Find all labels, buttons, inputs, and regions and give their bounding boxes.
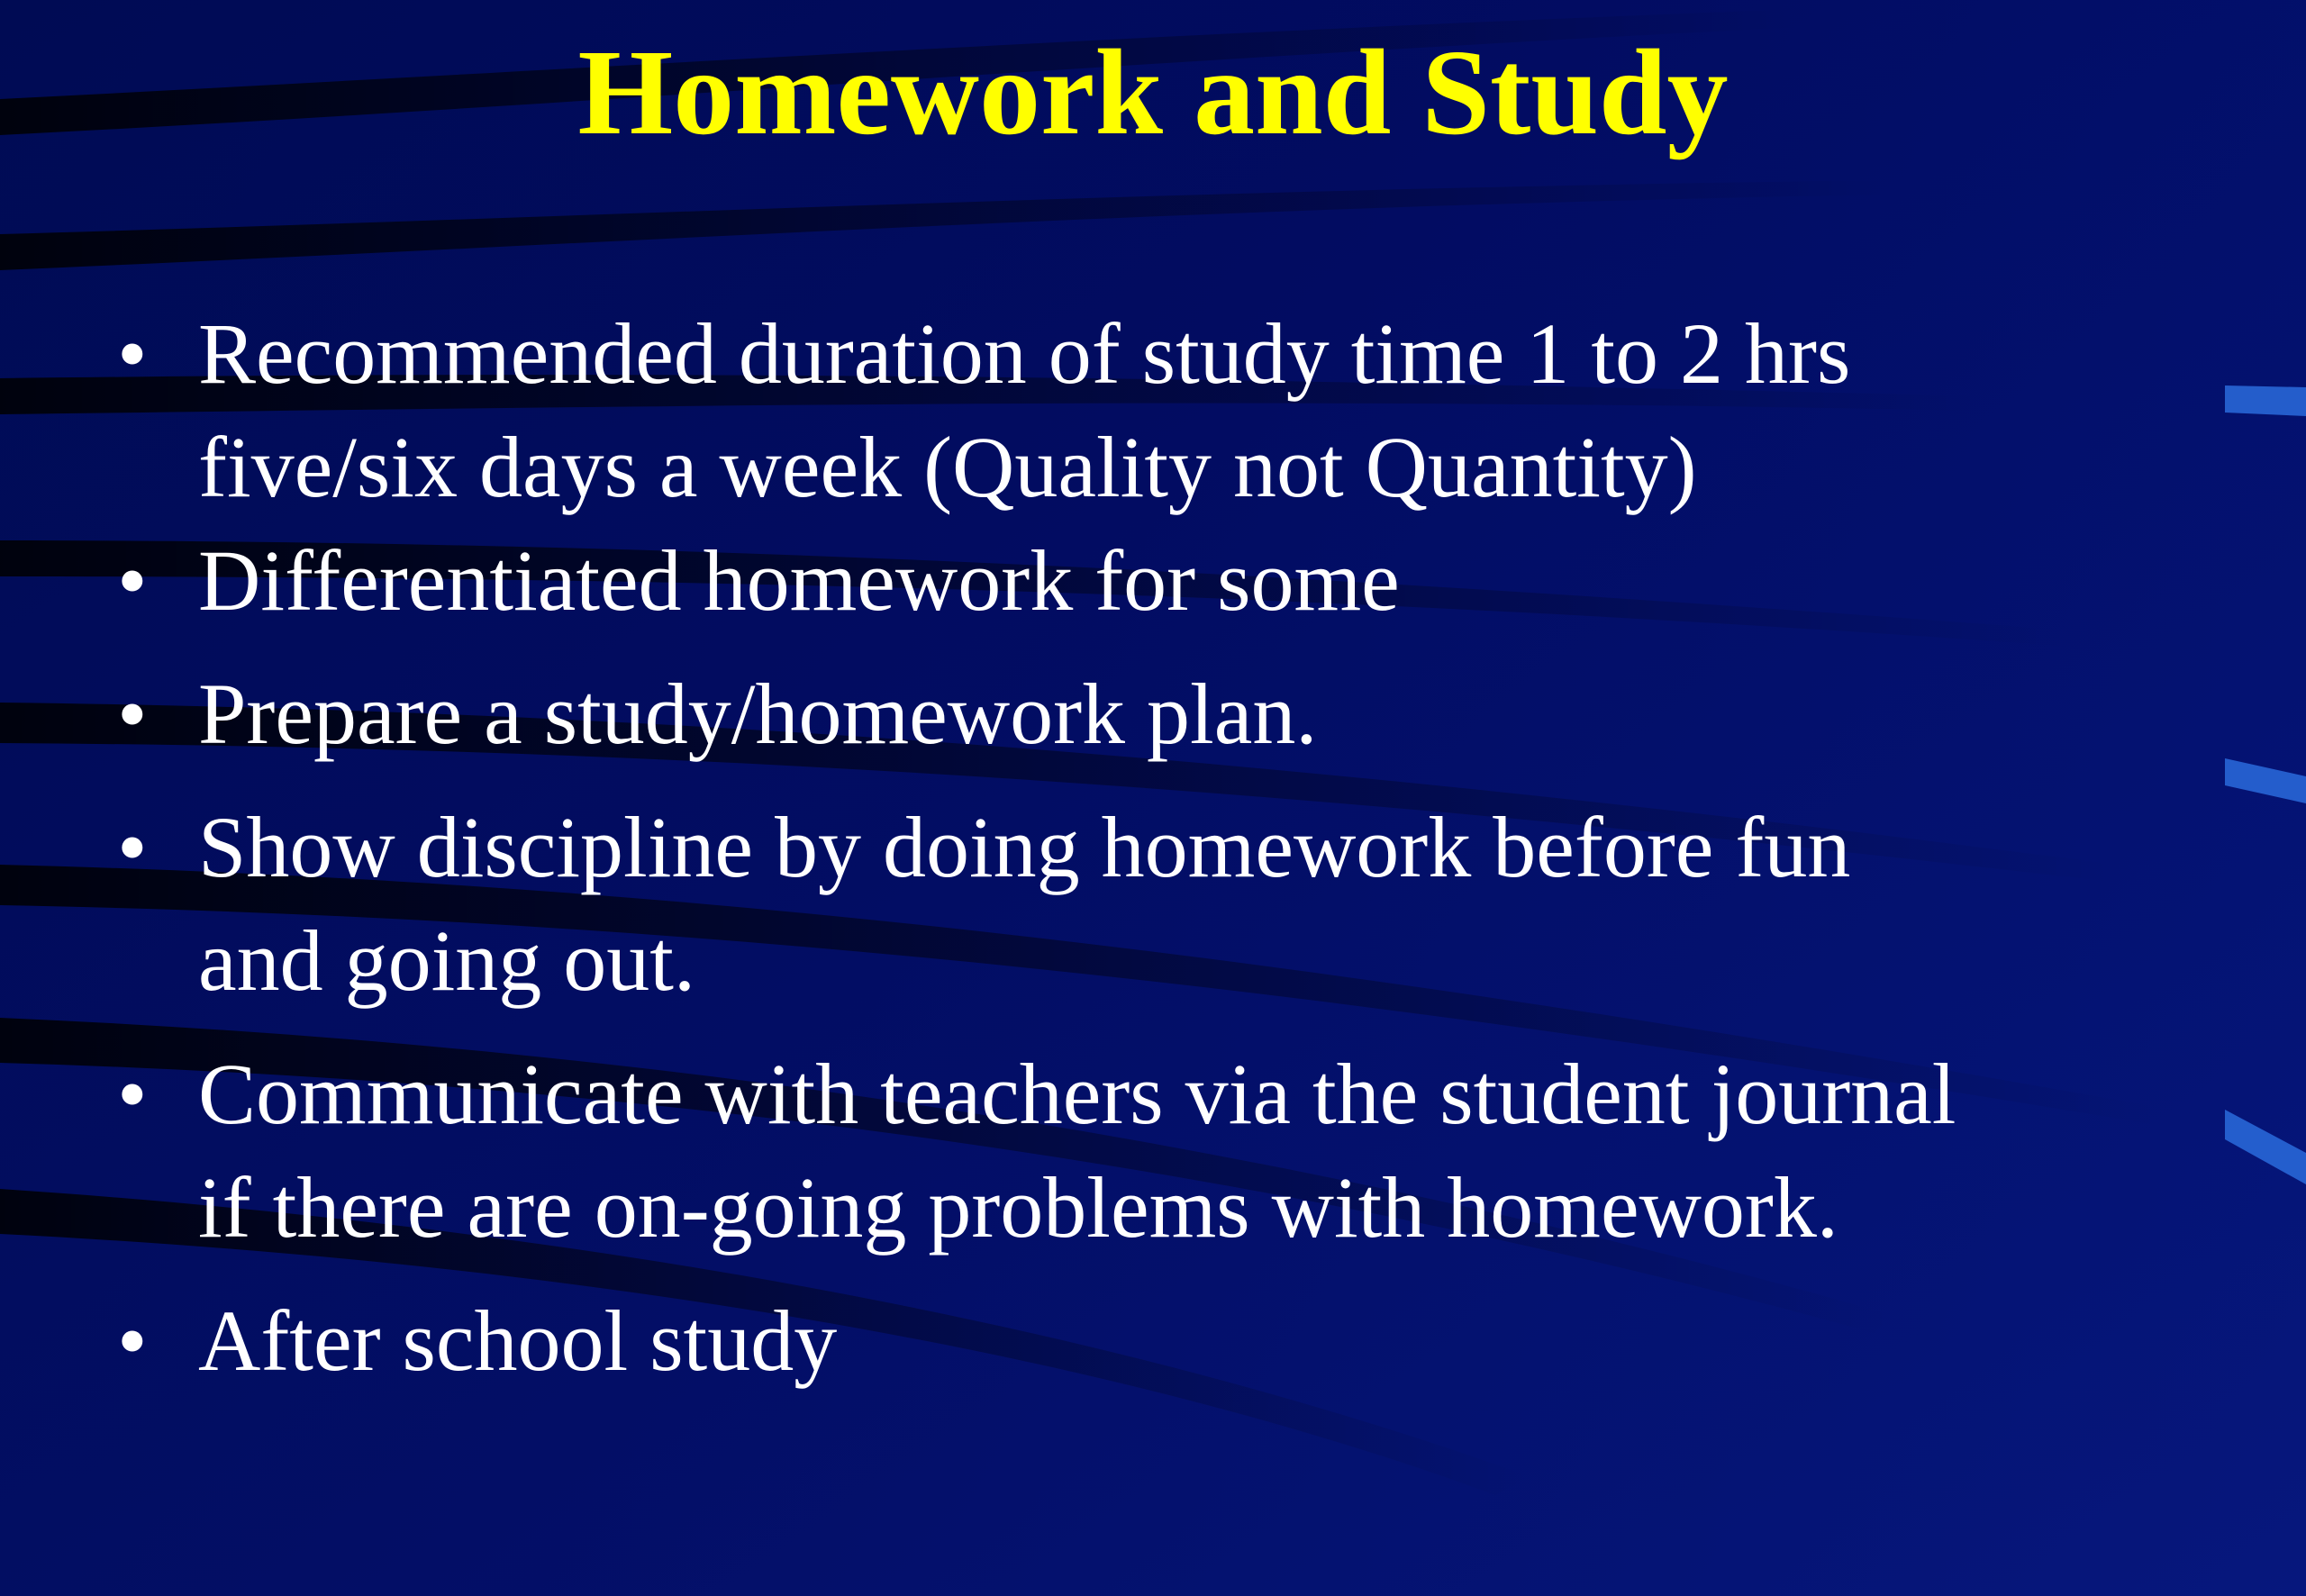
bullet-list bbox=[108, 297, 2180, 1398]
bullet-item bbox=[108, 1038, 2180, 1265]
bullet-text: Show discipline by doing homework before fun bbox=[198, 799, 1851, 895]
bullet-marker: • bbox=[117, 666, 148, 762]
bullet-item bbox=[108, 1284, 2180, 1398]
bullet-text: After school study bbox=[198, 1292, 838, 1389]
accent-stripe bbox=[2225, 385, 2306, 416]
bullet-text: five/six days a week (Quality not Quantity) bbox=[198, 419, 1697, 515]
bullet-text: Prepare a study/homework plan. bbox=[198, 666, 1318, 762]
bullet-marker: • bbox=[117, 1292, 148, 1389]
bullet-marker: • bbox=[117, 799, 148, 895]
bullet-item bbox=[108, 297, 2180, 524]
bullet-text: and going out. bbox=[198, 912, 695, 1009]
slide-title: Homework and Study bbox=[577, 25, 1729, 160]
bullet-text: if there are on-going problems with homework. bbox=[198, 1159, 1838, 1256]
bullet-marker: • bbox=[117, 305, 148, 402]
bullet-text: Differentiated homework for some bbox=[198, 532, 1400, 629]
bullet-marker: • bbox=[117, 532, 148, 629]
bullet-text: Communicate with teachers via the student journal bbox=[198, 1046, 1956, 1142]
bullet-item bbox=[108, 791, 2180, 1018]
bullet-text: Recommended duration of study time 1 to 2 hrs bbox=[198, 305, 1851, 402]
bullet-item bbox=[108, 657, 2180, 771]
bullet-marker: • bbox=[117, 1046, 148, 1142]
bullet-item bbox=[108, 524, 2180, 638]
